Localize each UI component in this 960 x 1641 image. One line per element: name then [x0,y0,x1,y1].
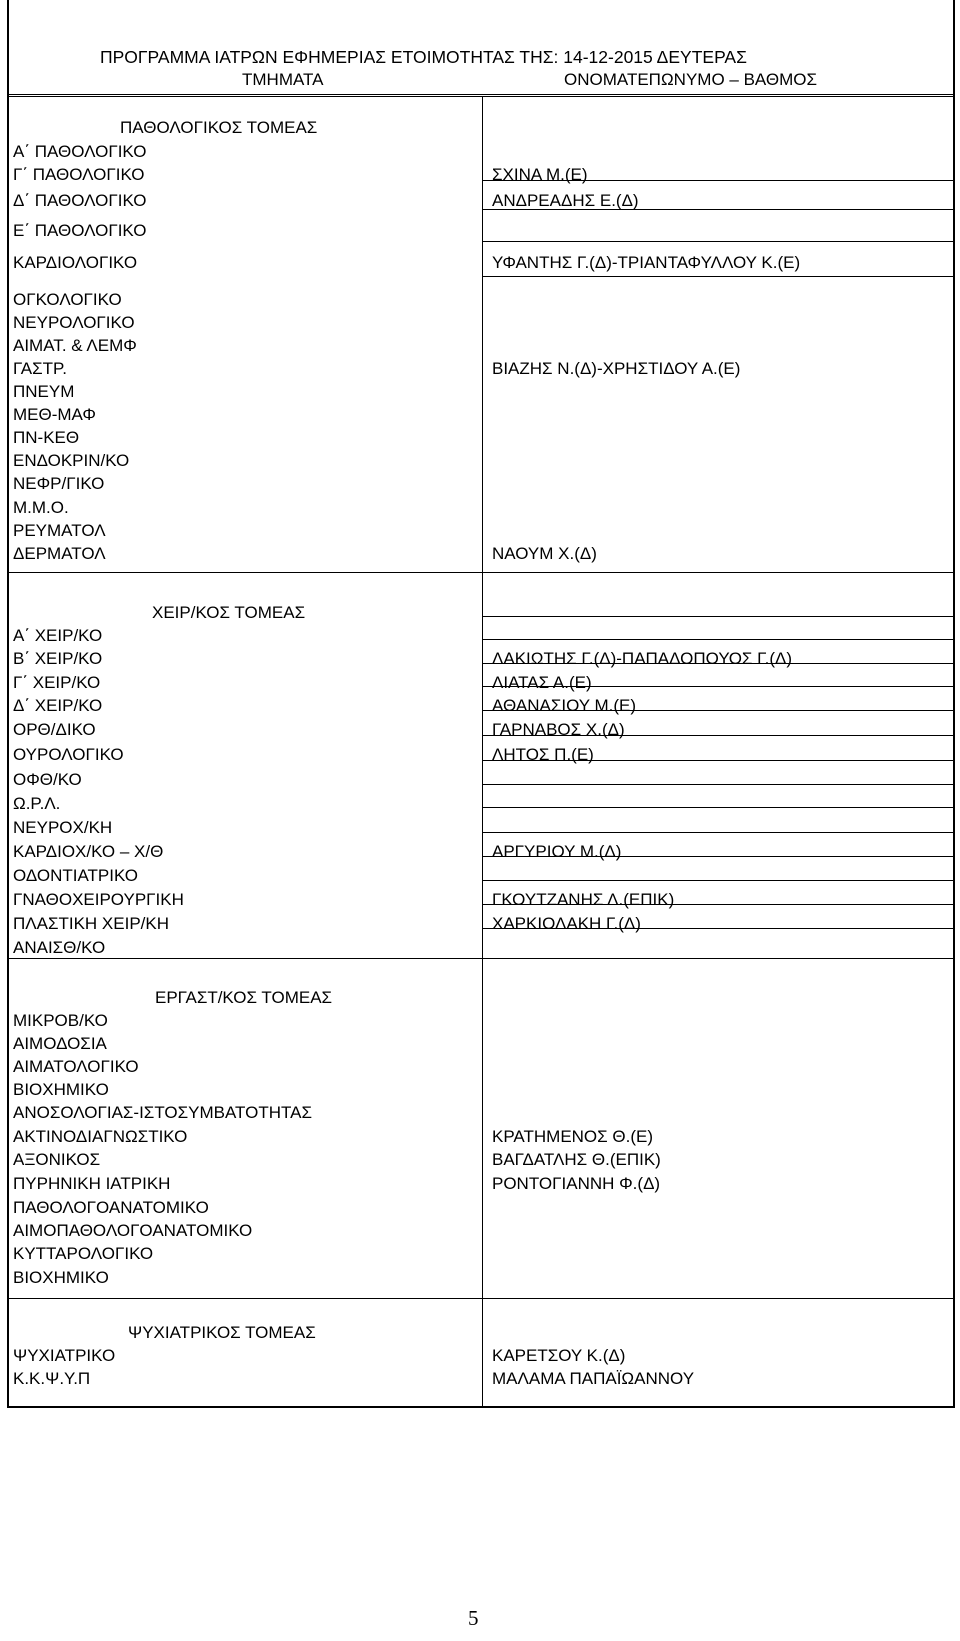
doctor-name: ΝΑΟΥΜ Χ.(Δ) [492,544,597,563]
doctor-name: ΓΑΡΝΑΒΟΣ Χ.(Δ) [492,720,625,739]
department-name: ΕΝΔΟΚΡΙΝ/ΚΟ [13,451,130,470]
department-name: Ω.Ρ.Λ. [13,794,61,813]
column-header-names: ΟΝΟΜΑΤΕΠΩΝΥΜΟ – ΒΑΘΜΟΣ [564,70,818,89]
section-heading: ΠΑΘΟΛΟΓΙΚΟΣ ΤΟΜΕΑΣ [120,118,318,137]
department-name: Γ΄ ΧΕΙΡ/ΚΟ [13,673,101,692]
doctor-name: ΣΧΙΝΑ Μ.(Ε) [492,165,588,184]
doctor-name: ΛΙΑΤΑΣ Α.(Ε) [492,673,592,692]
department-name: ΒΙΟΧΗΜΙΚΟ [13,1268,109,1287]
section-border [7,1298,955,1299]
section-heading: ΨΥΧΙΑΤΡΙΚΟΣ ΤΟΜΕΑΣ [128,1323,316,1342]
department-name: ΑΝΑΙΣΘ/ΚΟ [13,938,106,957]
doctor-name: ΑΘΑΝΑΣΙΟΥ Μ.(Ε) [492,696,637,715]
department-name: ΟΡΘ/ΔΙΚΟ [13,720,96,739]
doctor-name: ΥΦΑΝΤΗΣ Γ.(Δ)-ΤΡΙΑΝΤΑΦΥΛΛΟΥ Κ.(Ε) [492,253,801,272]
row-separator [482,784,955,785]
department-name: Ε΄ ΠΑΘΟΛΟΓΙΚΟ [13,221,147,240]
department-name: ΚΑΡΔΙΟΧ/ΚΟ – Χ/Θ [13,842,164,861]
section-heading: ΧΕΙΡ/ΚΟΣ ΤΟΜΕΑΣ [152,603,306,622]
doctor-name: ΚΑΡΕΤΣΟΥ Κ.(Δ) [492,1346,626,1365]
section-border [7,958,955,959]
department-name: ΠΑΘΟΛΟΓΟΑΝΑΤΟΜΙΚΟ [13,1198,209,1217]
doctor-name: ΒΑΓΔΑΤΛΗΣ Θ.(ΕΠΙΚ) [492,1150,661,1169]
department-name: ΑΙΜΑΤ. & ΛΕΜΦ [13,336,137,355]
department-name: ΑΙΜΟΔΟΣΙΑ [13,1034,107,1053]
department-name: Α΄ ΧΕΙΡ/ΚΟ [13,626,103,645]
department-name: ΠΝΕΥΜ [13,382,75,401]
department-name: ΜΕΘ-ΜΑΦ [13,405,96,424]
department-name: ΝΕΥΡΟΧ/ΚΗ [13,818,113,837]
department-name: ΚΑΡΔΙΟΛΟΓΙΚΟ [13,253,138,272]
department-name: Δ΄ ΠΑΘΟΛΟΓΙΚΟ [13,191,147,210]
department-name: ΠΛΑΣΤΙΚΗ ΧΕΙΡ/ΚΗ [13,914,170,933]
row-separator [482,241,955,242]
doctor-name: ΑΝΔΡΕΑΔΗΣ Ε.(Δ) [492,191,639,210]
header-separator [7,94,955,95]
row-separator [482,616,955,617]
section-border [7,572,955,573]
department-name: ΠΝ-ΚΕΘ [13,428,80,447]
department-name: Γ΄ ΠΑΘΟΛΟΓΙΚΟ [13,165,145,184]
doctor-name: ΛΑΚΙΩΤΗΣ Γ.(Δ)-ΠΑΠΑΔΟΠΟΥΟΣ Γ.(Δ) [492,649,793,668]
row-separator [482,639,955,640]
department-name: Μ.Μ.Ο. [13,498,69,517]
column-divider [482,572,483,958]
department-name: ΡΕΥΜΑΤΟΛ [13,521,106,540]
row-separator [482,276,955,277]
department-name: ΠΥΡΗΝΙΚΗ ΙΑΤΡΙΚΗ [13,1174,171,1193]
department-name: ΟΦΘ/ΚΟ [13,770,82,789]
column-divider [482,1298,483,1408]
column-divider [482,958,483,1298]
department-name: ΑΙΜΑΤΟΛΟΓΙΚΟ [13,1057,139,1076]
department-name: Δ΄ ΧΕΙΡ/ΚΟ [13,696,103,715]
row-separator [482,880,955,881]
department-name: ΟΥΡΟΛΟΓΙΚΟ [13,745,124,764]
department-name: ΓΑΣΤΡ. [13,359,67,378]
doctor-name: ΒΙΑΖΗΣ Ν.(Δ)-ΧΡΗΣΤΙΔΟΥ Α.(Ε) [492,359,741,378]
column-header-departments: ΤΜΗΜΑΤΑ [242,70,324,89]
section-border [7,96,955,97]
department-name: ΒΙΟΧΗΜΙΚΟ [13,1080,109,1099]
department-name: ΨΥΧΙΑΤΡΙΚΟ [13,1346,116,1365]
department-name: ΑΞΟΝΙΚΟΣ [13,1150,101,1169]
department-name: ΟΓΚΟΛΟΓΙΚΟ [13,290,122,309]
doctor-name: ΧΑΡΚΙΟΛΑΚΗ Γ.(Δ) [492,914,641,933]
column-divider [482,96,483,572]
department-name: ΚΥΤΤΑΡΟΛΟΓΙΚΟ [13,1244,154,1263]
department-name: ΜΙΚΡΟΒ/ΚΟ [13,1011,108,1030]
department-name: Α΄ ΠΑΘΟΛΟΓΙΚΟ [13,142,147,161]
row-separator [482,807,955,808]
doctor-name: ΛΗΤΟΣ Π.(Ε) [492,745,594,764]
department-name: ΓΝΑΘΟΧΕΙΡΟΥΡΓΙΚΗ [13,890,184,909]
doctor-name: ΡΟΝΤΟΓΙΑΝΝΗ Φ.(Δ) [492,1174,661,1193]
department-name: ΟΔΟΝΤΙΑΤΡΙΚΟ [13,866,139,885]
department-name: ΝΕΥΡΟΛΟΓΙΚΟ [13,313,135,332]
department-name: ΑΙΜΟΠΑΘΟΛΟΓΟΑΝΑΤΟΜΙΚΟ [13,1221,253,1240]
department-name: ΝΕΦΡ/ΓΙΚΟ [13,474,105,493]
doctor-name: ΚΡΑΤΗΜΕΝΟΣ Θ.(Ε) [492,1127,653,1146]
department-name: Κ.Κ.Ψ.Υ.Π [13,1369,91,1388]
row-separator [482,832,955,833]
department-name: Β΄ ΧΕΙΡ/ΚΟ [13,649,103,668]
section-heading: ΕΡΓΑΣΤ/ΚΟΣ ΤΟΜΕΑΣ [155,988,333,1007]
department-name: ΑΝΟΣΟΛΟΓΙΑΣ-ΙΣΤΟΣΥΜΒΑΤΟΤΗΤΑΣ [13,1103,312,1122]
department-name: ΔΕΡΜΑΤΟΛ [13,544,106,563]
department-name: ΑΚΤΙΝΟΔΙΑΓΝΩΣΤΙΚΟ [13,1127,188,1146]
page-number: 5 [468,1606,479,1630]
page-frame [7,0,955,1408]
schedule-title: ΠΡΟΓΡΑΜΜΑ ΙΑΤΡΩΝ ΕΦΗΜΕΡΙΑΣ ΕΤΟΙΜΟΤΗΤΑΣ ΤΗΣ: 14-12-2015 ΔΕΥΤΕΡΑΣ [100,47,747,67]
doctor-name: ΓΚΟΥΤΖΑΝΗΣ Λ.(ΕΠΙΚ) [492,890,675,909]
doctor-name: ΜΑΛΑΜΑ ΠΑΠΑΪΩΑΝΝΟΥ [492,1369,695,1388]
doctor-name: ΑΡΓΥΡΙΟΥ Μ.(Δ) [492,842,622,861]
